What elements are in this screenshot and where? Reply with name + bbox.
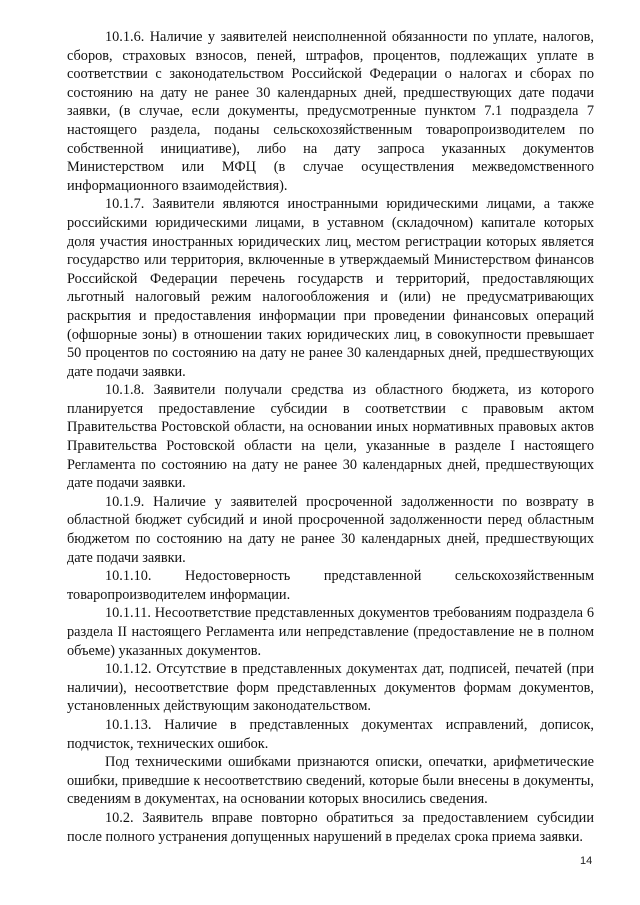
paragraph-10-1-13: 10.1.13. Наличие в представленных документах исправлений, дописок, подчисток, технических ошибок. bbox=[67, 716, 594, 752]
paragraph-10-2: 10.2. Заявитель вправе повторно обратиться за предоставлением субсидии после полного устранения допущенных нарушений в пределах срока приема заявки. bbox=[67, 809, 594, 845]
paragraph-10-1-11: 10.1.11. Несоответствие представленных документов требованиям подраздела 6 раздела II настоящего Регламента или непредставление (предоставление не в полном объеме) указанных документов. bbox=[67, 605, 594, 659]
page-number: 14 bbox=[580, 855, 593, 867]
paragraph-technical-errors: Под техническими ошибками признаются описки, опечатки, арифметические ошибки, приведшие к несоответствию сведений, которые были внесены в документы, сведениям в документах, на основании которых вносились сведения. bbox=[67, 754, 594, 808]
document-body bbox=[67, 28, 594, 846]
paragraph-10-1-8: 10.1.8. Заявители получали средства из областного бюджета, из которого планируется предоставление субсидии в соответствии с правовым актом Правительства Ростовской области, на основании иных нормативных правовых актов Правительства Ростовской области на цели, указанные в разделе I настоящего Регламента по состоянию на дату не ранее 30 календарных дней, предшествующих дате подачи заявки. bbox=[67, 382, 594, 492]
paragraph-10-1-7: 10.1.7. Заявители являются иностранными юридическими лицами, а также российскими юридическими лицами, в уставном (складочном) капитале которых доля участия иностранных юридических лиц, местом регистрации которых является государство или территория, включенные в утверждаемый Министерством финансов Российской Федерации перечень государств и территорий, предоставляющих льготный налоговый режим налогообложения и (или) не предусматривающих раскрытия и предоставления информации при проведении финансовых операций (офшорные зоны) в отношении таких юридических лиц, в совокупности превышает 50 процентов по состоянию на дату не ранее 30 календарных дней, предшествующих дате подачи заявки. bbox=[67, 196, 594, 380]
paragraph-10-1-10: 10.1.10. Недостоверность представленной сельскохозяйственным товаропроизводителем информации. bbox=[67, 568, 594, 603]
paragraph-10-1-6: 10.1.6. Наличие у заявителей неисполненной обязанности по уплате, налогов, сборов, страховых взносов, пеней, штрафов, процентов, подлежащих уплате в соответствии с законодательством Российской Федерации о налогах и сборах по состоянию на дату не ранее 30 календарных дней, предшествующих дате подачи заявки, (в случае, если документы, предусмотренные пунктом 7.1 подраздела 7 настоящего раздела, поданы сельскохозяйственным товаропроизводителем по собственной инициативе), либо на дату запроса указанных документов Министерством или МФЦ (в случае осуществления межведомственного информационного взаимодействия). bbox=[67, 29, 594, 194]
paragraph-10-1-12: 10.1.12. Отсутствие в представленных документах дат, подписей, печатей (при наличии), несоответствие форм представленных документов формам документов, установленных действующим законодательством. bbox=[67, 661, 594, 715]
paragraph-10-1-9: 10.1.9. Наличие у заявителей просроченной задолженности по возврату в областной бюджет субсидий и иной просроченной задолженности перед областным бюджетом по состоянию на дату не ранее 30 календарных дней, предшествующих дате подачи заявки. bbox=[67, 493, 594, 566]
